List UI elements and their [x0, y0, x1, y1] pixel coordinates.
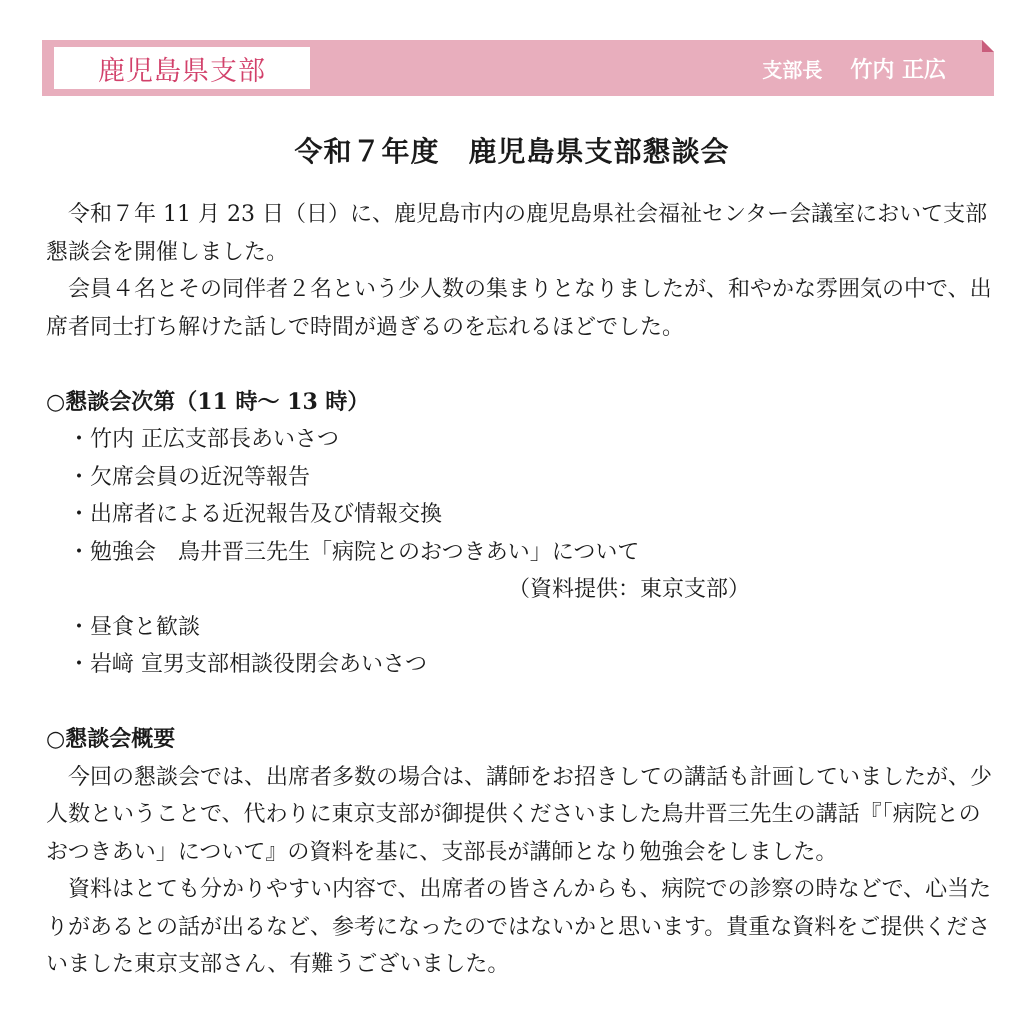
list-item: ・欠席会員の近況等報告 [68, 464, 311, 490]
summary-paragraph: 資料はとても分かりやすい内容で、出席者の皆さんからも、病院での診察の時などで、心当たりがあるとの話が出るなど、参考になったのではないかと思います。貴重な資料をご提供くださいました東京支部さん、有難うございました。 [46, 877, 992, 977]
agenda-heading: ○懇談会次第（11 時～ 13 時） [46, 388, 370, 415]
summary-paragraph: 今回の懇談会では、出席者多数の場合は、講師をお招きしての講話も計画していましたが、少人数ということで、代わりに東京支部が御提供くださいました鳥井晋三先生の講話『「病院とのおつきあい」について』の資料を基に、支部長が講師となり勉強会をしました。 [46, 764, 993, 865]
intro-paragraph: 令和７年 11 月 23 日（日）に、鹿児島市内の鹿児島県社会福祉センター会議室において支部懇談会を開催しました。 [46, 202, 988, 265]
summary-heading: ○懇談会概要 [46, 726, 176, 752]
list-item: ・出席者による近況報告及び情報交換 [68, 502, 443, 527]
page-title: 令和７年度 鹿児島県支部懇談会 [294, 135, 730, 168]
list-item: ・岩﨑 宣男支部相談役閉会あいさつ [68, 652, 427, 677]
chief-role: 支部長 [762, 57, 823, 82]
material-note: （資料提供：東京支部） [508, 577, 751, 602]
banner-corner-fold [982, 40, 994, 52]
list-item: ・昼食と歓談 [68, 614, 201, 640]
article-body [46, 196, 996, 984]
list-item: ・竹内 正広支部長あいさつ [68, 427, 339, 452]
branch-chief [762, 40, 946, 96]
agenda-list [46, 421, 996, 684]
list-item: ・勉強会 鳥井晋三先生「病院とのおつきあい」について [68, 539, 640, 565]
intro-paragraph: 会員４名とその同伴者２名という少人数の集まりとなりましたが、和やかな雰囲気の中で、出席者同士打ち解けた話しで時間が過ぎるのを忘れるほどでした。 [46, 277, 992, 340]
chief-name: 竹内 正広 [850, 57, 946, 83]
branch-label: 鹿児島県支部 [54, 47, 310, 89]
section-banner [42, 40, 994, 96]
